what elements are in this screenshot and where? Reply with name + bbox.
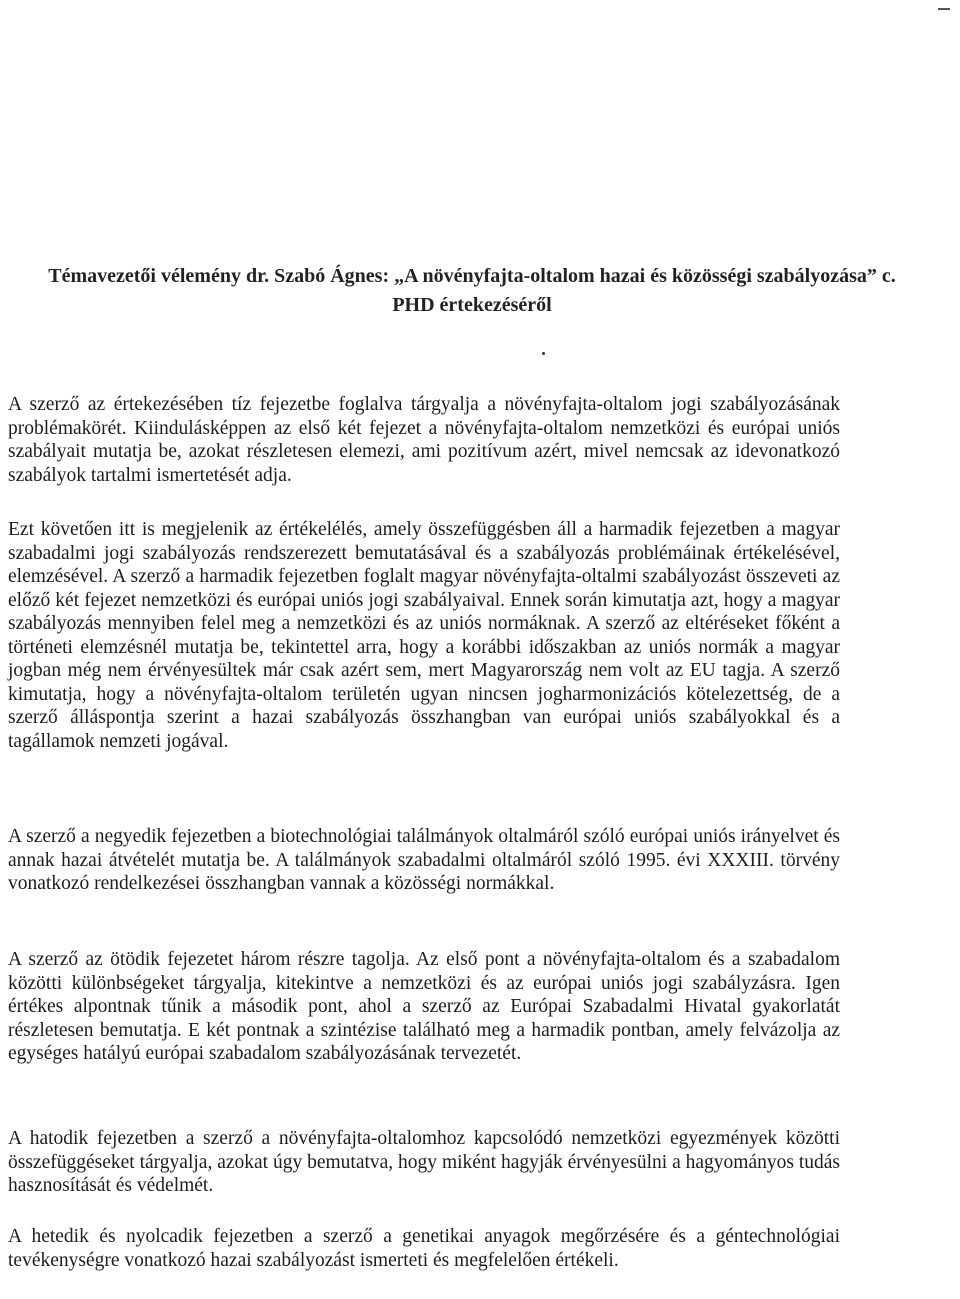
paragraph-3: A szerző a negyedik fejezetben a biotechnológiai találmányok oltalmáról szóló európai uniós irányelvet és annak hazai átvételét mutatja be. A találmányok szabadalmi oltalmáról szóló 1995. évi XXXIII. törvény vonatkozó rendelkezései összhangban vannak a közösségi normákkal. — [8, 826, 840, 894]
paragraph-5: A hatodik fejezetben a szerző a növényfajta-oltalomhoz kapcsolódó nemzetközi egyezmények közötti összefüggéseket tárgyalja, azokat úgy bemutatva, hogy miként hagyják érvényesülni a hagyományos tudás hasznosítását és védelmét. — [8, 1128, 840, 1196]
scan-artifact-mark — [938, 8, 950, 10]
document-title: Témavezetői vélemény dr. Szabó Ágnes: „A növényfajta-oltalom hazai és közösségi szabályozása” c. PHD értekezéséről — [48, 265, 896, 316]
paragraph-2: Ezt követően itt is megjelenik az értékelélés, amely összefüggésben áll a harmadik fejezetben a magyar szabadalmi jogi szabályozás rendszerezett bemutatásával és a szabályozás problémáinak értékelésével, elemzésével. A szerző a harmadik fejezetben foglalt magyar növényfajta-oltalmi szabályozást összeveti az előző két fejezet nemzetközi és európai uniós jogi szabályaival. Ennek során kimutatja azt, hogy a magyar szabályozás mennyiben felel meg a nemzetközi és az uniós normáknak. A szerző az eltéréseket főként a történeti elemzésnél mutatja be, tekintettel arra, hogy a korábbi időszakban az uniós normák a magyar jogban még nem érvényesültek már csak azért sem, mert Magyarország nem volt az EU tagja. A szerző kimutatja, hogy a növényfajta-oltalom területén ugyan nincsen jogharmonizációs kötelezettség, de a szerző álláspontja szerint a hazai szabályozás összhangban van európai uniós szabályokkal és a tagállamok nemzeti jogával. — [8, 519, 840, 752]
scan-artifact-dot — [542, 352, 545, 355]
paragraph-4: A szerző az ötödik fejezetet három részre tagolja. Az első pont a növényfajta-oltalom és a szabadalom közötti különbségeket tárgyalja, kitekintve a nemzetközi és az európai uniós jogi szabályzásra. Igen értékes alpontnak tűnik a második pont, ahol a szerző az Európai Szabadalmi Hivatal gyakorlatát részletesen bemutatja. E két pontnak a szintézise található meg a harmadik pontban, amely felvázolja az egységes hatályú európai szabadalom szabályozásának tervezetét. — [8, 949, 840, 1064]
paragraph-6: A hetedik és nyolcadik fejezetben a szerző a genetikai anyagok megőrzésére és a géntechnológiai tevékenységre vonatkozó hazai szabályozást ismerteti és megfelelően értékeli. — [8, 1226, 840, 1271]
paragraph-1: A szerző az értekezésében tíz fejezetbe foglalva tárgyalja a növényfajta-oltalom jogi szabályozásának problémakörét. Kiindulásképpen az első két fejezet a növényfajta-oltalom nemzetközi és európai uniós szabályait mutatja be, azokat részletesen elemezi, ami pozitívum azért, mivel nemcsak az idevonatkozó szabályok tartalmi ismertetését adja. — [8, 394, 840, 486]
